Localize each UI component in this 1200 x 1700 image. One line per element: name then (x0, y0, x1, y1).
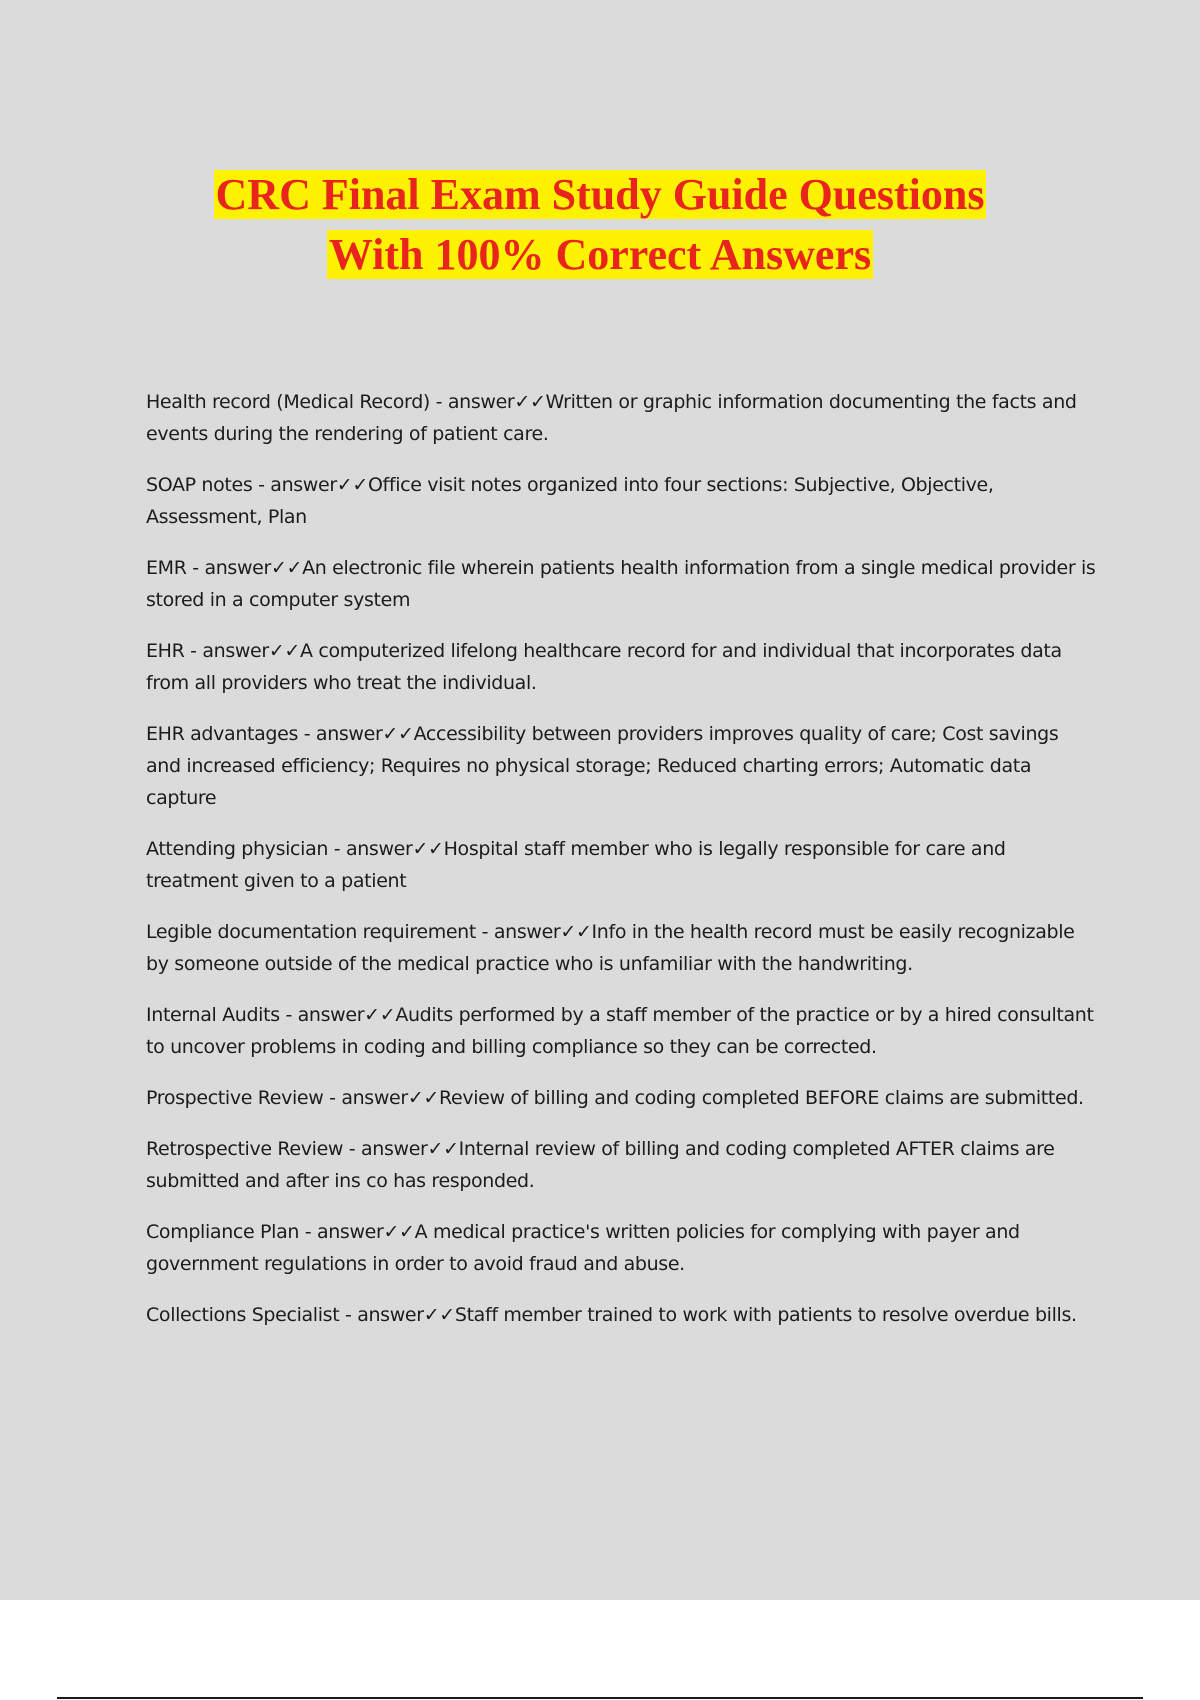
qa-term: Health record (Medical Record) (146, 391, 430, 413)
qa-item (146, 386, 1096, 450)
qa-item (146, 552, 1096, 616)
qa-term: Internal Audits (146, 1004, 280, 1026)
document-title (0, 165, 1200, 285)
qa-item (146, 833, 1096, 897)
answer-marker: - answer✓✓ (186, 557, 303, 579)
qa-item (146, 1082, 1096, 1114)
qa-item (146, 1216, 1096, 1280)
answer-marker: - answer✓✓ (279, 1004, 396, 1026)
answer-marker: - answer✓✓ (299, 1221, 415, 1243)
qa-item (146, 718, 1096, 814)
answer-marker: - answer✓✓ (339, 1304, 455, 1326)
qa-item (146, 916, 1096, 980)
answer-marker: - answer✓✓ (343, 1138, 459, 1160)
qa-item (146, 469, 1096, 533)
answer-marker: - answer✓✓ (475, 921, 592, 943)
answer-marker: - answer✓✓ (323, 1087, 439, 1109)
footer-divider (57, 1697, 1143, 1699)
qa-answer: A medical practice's written policies for complying with payer and government regulations in order to avoid fraud and abuse. (146, 1221, 1020, 1275)
qa-answer: Office visit notes organized into four sections: Subjective, Objective, Assessment, Plan (146, 474, 994, 528)
title-line-1: CRC Final Exam Study Guide Questions (215, 170, 985, 219)
qa-answer: An electronic file wherein patients health information from a single medical provider is stored in a computer system (146, 557, 1096, 611)
answer-marker: - answer✓✓ (252, 474, 368, 496)
qa-item (146, 1299, 1096, 1331)
qa-term: EMR (146, 557, 187, 579)
answer-marker: - answer✓✓ (328, 838, 444, 860)
qa-answer: Internal review of billing and coding completed AFTER claims are submitted and after ins co has responded. (146, 1138, 1055, 1192)
qa-list (146, 386, 1096, 1350)
answer-marker: - answer✓✓ (298, 723, 414, 745)
qa-item (146, 999, 1096, 1063)
qa-answer: Staff member trained to work with patients to resolve overdue bills. (454, 1304, 1077, 1326)
qa-term: SOAP notes (146, 474, 253, 496)
qa-answer: Hospital staff member who is legally responsible for care and treatment given to a patient (146, 838, 1006, 892)
qa-term: EHR (146, 640, 185, 662)
qa-item (146, 1133, 1096, 1197)
qa-answer: A computerized lifelong healthcare record for and individual that incorporates data from all providers who treat the individual. (146, 640, 1062, 694)
qa-term: Legible documentation requirement (146, 921, 476, 943)
qa-answer: Review of billing and coding completed BEFORE claims are submitted. (439, 1087, 1084, 1109)
qa-term: EHR advantages (146, 723, 299, 745)
qa-term: Collections Specialist (146, 1304, 340, 1326)
title-line-2: With 100% Correct Answers (328, 230, 872, 279)
qa-answer: Audits performed by a staff member of the practice or by a hired consultant to uncover problems in coding and billing compliance so they can be corrected. (146, 1004, 1094, 1058)
qa-answer: Accessibility between providers improves quality of care; Cost savings and increased efficiency; Requires no physical storage; Reduced charting errors; Automatic data capture (146, 723, 1059, 809)
qa-term: Compliance Plan (146, 1221, 300, 1243)
qa-answer: Info in the health record must be easily recognizable by someone outside of the medical practice who is unfamiliar with the handwriting. (146, 921, 1075, 975)
answer-marker: - answer✓✓ (429, 391, 546, 413)
qa-item (146, 635, 1096, 699)
qa-term: Prospective Review (146, 1087, 324, 1109)
qa-term: Attending physician (146, 838, 329, 860)
qa-term: Retrospective Review (146, 1138, 344, 1160)
qa-answer: Written or graphic information documenting the facts and events during the rendering of patient care. (146, 391, 1077, 445)
answer-marker: - answer✓✓ (184, 640, 301, 662)
